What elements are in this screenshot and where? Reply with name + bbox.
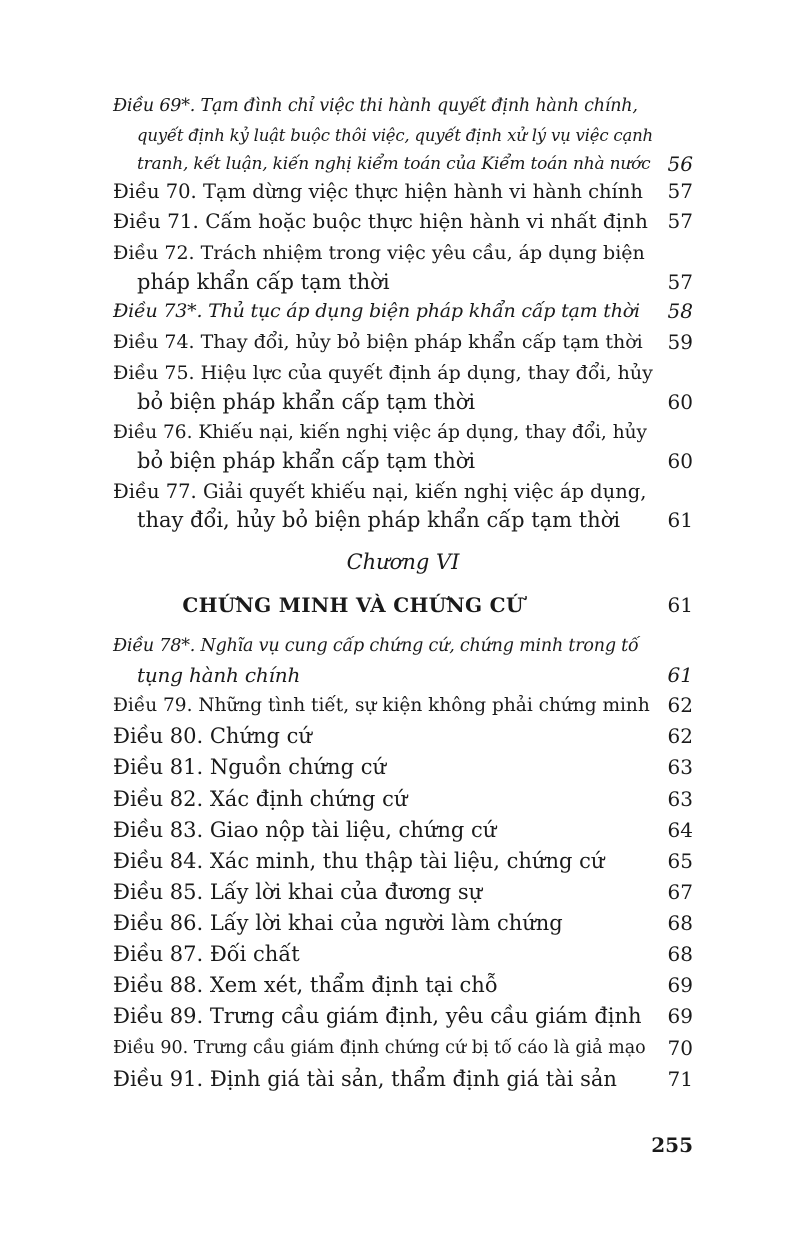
toc-entry — [113, 359, 693, 417]
toc-entry-page-number: 70 — [667, 1036, 693, 1060]
toc-entry-line — [113, 268, 693, 297]
toc-entry-title: thay đổi, hủy bỏ biện pháp khẩn cấp tạm thời — [137, 508, 621, 532]
toc-entry-title: Điều 89. Trưng cầu giám định, yêu cầu giám định — [113, 1004, 642, 1028]
toc-entry — [113, 1002, 693, 1031]
toc-entry-line — [113, 753, 693, 782]
toc-entry-line — [113, 239, 693, 268]
toc-entry-line — [113, 785, 693, 814]
toc-entry-line — [113, 971, 693, 1000]
chapter-page-number: 61 — [667, 593, 693, 617]
toc-entry-page-number: 63 — [667, 755, 693, 779]
toc-entry-title: pháp khẩn cấp tạm thời — [137, 270, 390, 294]
toc-entry-page-number: 69 — [667, 1004, 693, 1028]
toc-entry-title: bỏ biện pháp khẩn cấp tạm thời — [137, 449, 476, 473]
page-number: 255 — [651, 1133, 693, 1157]
toc-entry-line — [113, 359, 693, 388]
toc-entry-title: Điều 90. Trưng cầu giám định chứng cứ bị tố cáo là giả mạo — [113, 1038, 646, 1058]
toc-entry-page-number: 61 — [667, 508, 693, 532]
toc-entry-line — [113, 909, 693, 938]
toc-entry-title: Điều 72. Trách nhiệm trong việc yêu cầu, áp dụng biện — [113, 242, 645, 264]
toc-entry-line — [113, 940, 693, 969]
toc-entry-page-number: 57 — [667, 209, 693, 233]
toc-entry-page-number: 71 — [667, 1067, 693, 1091]
toc-entry-page-number: 60 — [667, 390, 693, 414]
toc-entry-title: quyết định kỷ luật buộc thôi việc, quyết định xử lý vụ việc cạnh — [137, 126, 653, 145]
toc-entry-line — [113, 847, 693, 876]
toc-entry-page-number: 67 — [667, 880, 693, 904]
toc-entry — [113, 1034, 693, 1063]
toc-entry-page-number: 68 — [667, 911, 693, 935]
toc-entry-page-number: 62 — [667, 724, 693, 748]
toc-entry-title: Điều 76. Khiếu nại, kiến nghị việc áp dụng, thay đổi, hủy — [113, 422, 647, 443]
toc-entry — [113, 691, 693, 720]
toc-entry-title: Điều 88. Xem xét, thẩm định tại chỗ — [113, 973, 498, 997]
toc-entry — [113, 785, 693, 814]
toc-entry-line — [113, 661, 693, 690]
toc-entry-line — [113, 297, 693, 326]
toc-entry-line — [113, 121, 693, 150]
toc-entry-line — [113, 1065, 693, 1094]
toc-entry-line — [113, 447, 693, 476]
toc-entry — [113, 207, 693, 236]
toc-entry-title: Điều 84. Xác minh, thu thập tài liệu, chứng cứ — [113, 849, 605, 873]
toc-entry — [113, 816, 693, 845]
toc-entry-line — [113, 388, 693, 417]
toc-entry-line — [113, 1034, 693, 1063]
chapter-title-row — [113, 590, 693, 620]
toc-entry-page-number: 58 — [667, 299, 693, 323]
toc-entry-line — [113, 177, 693, 206]
toc-entry-title: tranh, kết luận, kiến nghị kiểm toán của Kiểm toán nhà nước — [137, 154, 651, 174]
toc-entry-line — [113, 477, 693, 506]
toc-entry-page-number: 59 — [667, 330, 693, 354]
toc-entry-page-number: 69 — [667, 973, 693, 997]
toc-entry-title: Điều 79. Những tình tiết, sự kiện không phải chứng minh — [113, 695, 650, 716]
toc-entry-title: Điều 85. Lấy lời khai của đương sự — [113, 880, 483, 904]
toc-entry-page-number: 64 — [667, 818, 693, 842]
toc-entry-line — [113, 418, 693, 447]
toc-entry-title: Điều 75. Hiệu lực của quyết định áp dụng, thay đổi, hủy — [113, 362, 653, 384]
toc-entry — [113, 177, 693, 206]
toc-entry — [113, 753, 693, 782]
toc-entry — [113, 971, 693, 1000]
toc-entry-line — [113, 1002, 693, 1031]
toc-entry-title: Điều 81. Nguồn chứng cứ — [113, 755, 386, 779]
toc-entry — [113, 239, 693, 297]
toc-entry-title: Điều 69*. Tạm đình chỉ việc thi hành quyết định hành chính, — [113, 96, 638, 116]
toc-entry-page-number: 68 — [667, 942, 693, 966]
toc-entry — [113, 940, 693, 969]
toc-entry — [113, 1065, 693, 1094]
toc-entry-line — [113, 506, 693, 535]
toc-entry-line — [113, 207, 693, 236]
toc-entry-page-number: 61 — [667, 663, 693, 687]
toc-entry-title: Điều 86. Lấy lời khai của người làm chứng — [113, 911, 563, 935]
toc-entry — [113, 632, 693, 690]
chapter-title: CHỨNG MINH VÀ CHỨNG CỨ — [182, 593, 524, 617]
toc-entry-line — [113, 328, 693, 357]
toc-entry — [113, 418, 693, 476]
toc-entry-page-number: 60 — [667, 449, 693, 473]
toc-entry-line — [113, 632, 693, 661]
toc-entry-title: Điều 78*. Nghĩa vụ cung cấp chứng cứ, chứng minh trong tố — [113, 636, 639, 656]
toc-entry-page-number: 57 — [667, 179, 693, 203]
toc-entry-page-number: 62 — [667, 693, 693, 717]
toc-entry-line — [113, 691, 693, 720]
toc-entry-title: Điều 70. Tạm dừng việc thực hiện hành vi hành chính — [113, 180, 643, 203]
toc-entry-title: Điều 73*. Thủ tục áp dụng biện pháp khẩn cấp tạm thời — [113, 300, 640, 322]
toc-entry-line — [113, 722, 693, 751]
toc-entry-title: Điều 74. Thay đổi, hủy bỏ biện pháp khẩn cấp tạm thời — [113, 331, 643, 353]
toc-entry-title: Điều 77. Giải quyết khiếu nại, kiến nghị việc áp dụng, — [113, 480, 647, 503]
toc-entry-title: Điều 91. Định giá tài sản, thẩm định giá tài sản — [113, 1067, 617, 1091]
toc-entry — [113, 909, 693, 938]
toc-entry-title: Điều 83. Giao nộp tài liệu, chứng cứ — [113, 818, 497, 842]
toc-entry-page-number: 57 — [667, 270, 693, 294]
toc-entry — [113, 328, 693, 357]
toc-entry — [113, 847, 693, 876]
chapter-label: Chương VI — [346, 550, 460, 574]
toc-entry-title: Điều 82. Xác định chứng cứ — [113, 787, 408, 811]
toc-entry-line — [113, 150, 693, 179]
toc-entry-line — [113, 92, 693, 121]
toc-entry — [113, 297, 693, 326]
toc-entry — [113, 722, 693, 751]
toc-entry-page-number: 56 — [667, 152, 693, 176]
toc-entry-title: Điều 80. Chứng cứ — [113, 724, 312, 748]
toc-entry-title: Điều 87. Đối chất — [113, 942, 300, 966]
toc-entry-page-number: 65 — [667, 849, 693, 873]
toc-entry-title: tụng hành chính — [137, 663, 301, 687]
toc-entry-line — [113, 816, 693, 845]
toc-entry-line — [113, 878, 693, 907]
toc-entry — [113, 878, 693, 907]
toc-entry — [113, 92, 693, 179]
toc-entry-title: Điều 71. Cấm hoặc buộc thực hiện hành vi nhất định — [113, 209, 648, 233]
toc-entry-title: bỏ biện pháp khẩn cấp tạm thời — [137, 390, 476, 414]
toc-entry — [113, 477, 693, 535]
toc-entry-page-number: 63 — [667, 787, 693, 811]
